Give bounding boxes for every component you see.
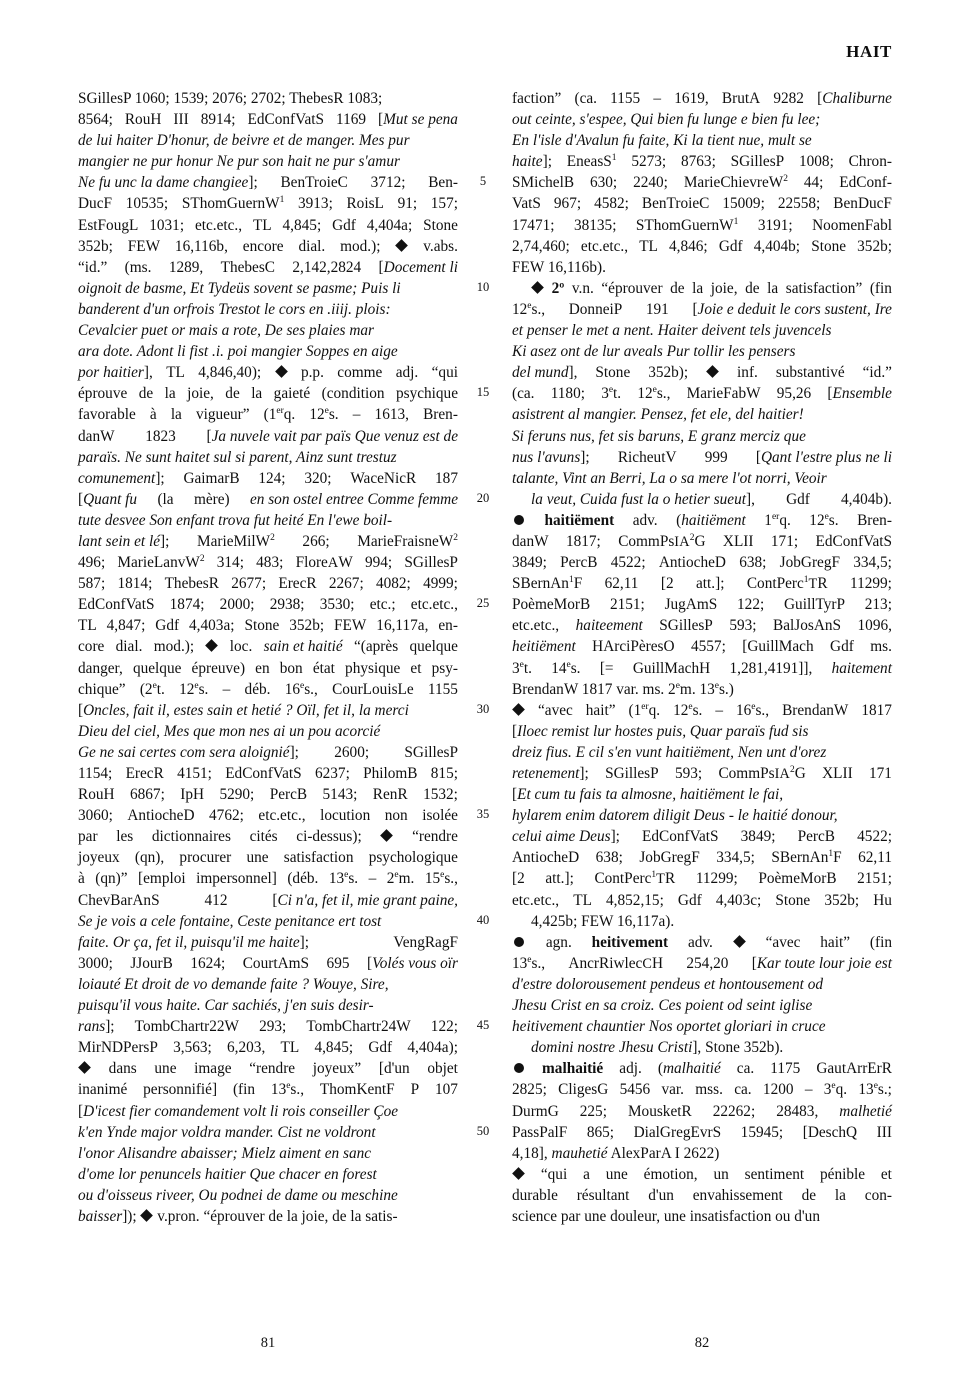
text-line: d'estre dolorousement pendeus et hontousement od bbox=[512, 975, 823, 993]
text-line: FEW 16,116b). bbox=[512, 258, 606, 276]
text-line: 3et. 14es. [= GuillMachH 1,281,4191]], haitement bbox=[512, 659, 892, 677]
text-line: 496; MarieLanvW$^2$ 314; 483; FloreAW 994; SGillesP bbox=[78, 553, 458, 572]
text-line: 352b; FEW 16,116b, encore dial. mod.); v.abs. bbox=[78, 237, 458, 255]
text-line: etc.etc., TL 4,852,15; Gdf 4,403c; Stone 352b; Hu bbox=[512, 891, 892, 909]
text-line: de lui haiter D'honur, de beivre et de manger. Mes pur bbox=[78, 132, 410, 150]
text-line: comunement]; GaimarB 124; 320; WaceNicR 187 bbox=[78, 469, 458, 487]
text-line: danger, quelque épreuve) en bon état physique et psy- bbox=[78, 659, 458, 677]
running-head: HAIT bbox=[846, 42, 892, 61]
text-line: domini nostre Jhesu Cristi], Stone 352b). bbox=[531, 1039, 784, 1057]
text-line: et penser le met a nent. Haiter deivent tels juvencels bbox=[512, 322, 832, 340]
text-line: par les dictionnaires cités ci-dessus); “rendre bbox=[78, 828, 458, 846]
text-line: Ne fu unc la dame changiee]; BenTroieC 3712; Ben- bbox=[78, 174, 458, 192]
text-line: haite]; EneasS$^1$ 5273; 8763; SGillesP 1008; Chron- bbox=[512, 153, 892, 171]
line-number: 5 bbox=[479, 174, 487, 189]
text-line: l'onor Alisandre abaisser; Mielz aiment en sanc bbox=[78, 1144, 372, 1162]
text-line: [Et cum tu fais ta almosne, haitiëment le fai, bbox=[512, 786, 784, 804]
text-line: En l'isle d'Avalun fu faite, Ki la tient nue, mult se bbox=[512, 132, 812, 150]
text-line: talante, Vint an Berri, La o sa mere l'ot norri, Veoir bbox=[512, 469, 827, 487]
text-line: SMichelB 630; 2240; MarieChievreW$^2$ 44; EdConf- bbox=[512, 174, 892, 192]
text-line: haitiëment adv. (haitiëment 1erq. 12es. Bren- bbox=[512, 510, 892, 531]
line-number: 50 bbox=[476, 1123, 490, 1138]
text-line: agn. heitivement adv. “avec hait” (fin bbox=[512, 932, 892, 953]
text-line: BrendanW 1817 var. ms. 2em. 13es.) bbox=[512, 680, 734, 698]
text-line: asistrent al mangier. Pensez, fet ele, del haitier! bbox=[512, 406, 804, 424]
text-line: celui aime Deus]; EdConfVatS 3849; PercB 4522; bbox=[512, 828, 892, 846]
text-line: MirNDPersP 3,563; 6,203, TL 4,845; Gdf 4,404a); bbox=[78, 1039, 458, 1057]
text-line: 2,74,460; etc.etc., TL 4,846; Gdf 4,404b; Stone 352b; bbox=[512, 237, 892, 255]
text-line: Jhesu Crist en sa croiz. Ces poient od seint iglise bbox=[512, 997, 813, 1015]
text-line: EdConfVatS 1874; 2000; 2938; 3530; etc.; etc.etc., bbox=[78, 596, 458, 614]
text-line: dans une image “rendre joyeux” [d'un objet bbox=[78, 1058, 458, 1079]
folio-number-left: 81 bbox=[260, 1335, 276, 1351]
text-line: 2825; CligesG 5456 var. mss. ca. 1200 – 3eq. 13es.; bbox=[512, 1081, 892, 1099]
text-line: 3849; PercB 4522; AntiocheD 638; JobGregF 334,5; bbox=[512, 554, 892, 572]
text-line: durable résultant d'un envahissement de la con- bbox=[512, 1186, 892, 1204]
text-line: malhaitié adj. (malhaitié ca. 1175 GautArrErR bbox=[512, 1058, 892, 1079]
text-line: out ceinte, s'espee, Qui bien fu lunge e bien fu lee; bbox=[512, 111, 821, 129]
text-line: d'ome lor penuncels haitier Que chacer en forest bbox=[78, 1165, 377, 1183]
text-line: Cevalcier puet or mais a rote, De ses plaies mar bbox=[78, 322, 374, 340]
text-line: por haitier], TL 4,846,40); p.p. comme adj. “qui bbox=[78, 364, 458, 382]
text-line: DurmG 225; MousketR 22262; 28483, malhetié bbox=[512, 1102, 892, 1120]
text-line: danW 1817; CommPsIA$^2$G XLII 171; EdConfVatS bbox=[512, 532, 892, 550]
text-line: 8564; RouH III 8914; EdConfVatS 1169 [Mut se pena bbox=[78, 111, 458, 129]
line-number: 35 bbox=[476, 807, 490, 822]
text-line: [D'icest fier comandement volt li rois conseiller Çoe bbox=[78, 1102, 399, 1120]
text-line: ou d'oisseus riveer, Ou podnei de dame ou meschine bbox=[78, 1186, 398, 1204]
text-line: faction” (ca. 1155 – 1619, BrutA 9282 [Chaliburne bbox=[512, 90, 892, 107]
text-line: VatS 967; 4582; BenTroieC 15009; 22558; BenDucF bbox=[512, 195, 892, 213]
text-line: k'en Ynde major voldra mander. Cist ne voldront bbox=[78, 1123, 376, 1141]
text-line: 17471; 38135; SThomGuernW$^1$ 3191; NoomenFabl bbox=[512, 216, 892, 234]
text-line: “qui a une émotion, un sentiment pénible et bbox=[512, 1164, 892, 1185]
text-line: 3000; JJourB 1624; CourtAmS 695 [Volés vous oïr bbox=[78, 954, 458, 972]
text-line: dreiz fius. E cil s'en vunt haitiëment, Nen unt d'orez bbox=[512, 743, 827, 761]
text-line: danW 1823 [Ja nuvele vait par païs Que venuz est de bbox=[78, 427, 458, 445]
line-number: 15 bbox=[476, 385, 490, 400]
text-line: science par une douleur, une insatisfaction ou d'un bbox=[512, 1207, 820, 1225]
text-line: 2º v.n. “éprouver de la joie, de la satisfaction” (fin bbox=[512, 278, 892, 299]
text-line: mangier ne pur honur Ne pur son hait ne pur s'amur bbox=[78, 153, 400, 171]
text-line: rans]; TombChartr22W 293; TombChartr24W 122; bbox=[78, 1018, 458, 1036]
text-line: paraïs. Ne sunt haitet sul si parent, Ainz sunt trestuz bbox=[78, 448, 397, 466]
line-number: 45 bbox=[476, 1018, 490, 1033]
text-line: oignoit de basme, Et Tydeüs sovent se pasme; Puis li bbox=[78, 279, 401, 297]
text-line: hylarem enim datorem diligit Deus - le haitié donour, bbox=[512, 807, 838, 825]
text-line: tute desvee Son enfant trova fut heité En l'ewe boil- bbox=[78, 511, 393, 529]
text-line: heitivement chauntier Nos oportet gloriari in cruce bbox=[512, 1018, 826, 1036]
text-line: 3060; AntiocheD 4762; etc.etc., locution non isolée bbox=[78, 807, 458, 825]
text-line: [Oncles, fait il, estes sain et hetié ? Oïl, fet il, la merci bbox=[78, 701, 409, 719]
text-line: PassPalF 865; DialGregEvrS 15945; [DeschQ III bbox=[512, 1123, 892, 1141]
line-number: 10 bbox=[476, 279, 490, 294]
text-line: 587; 1814; ThebesR 2677; ErecR 2267; 4082; 4999; bbox=[78, 575, 458, 593]
line-number: 30 bbox=[476, 701, 490, 716]
text-line: à (qn)” [emploi impersonnel] (déb. 13es. – 2em. 15es., bbox=[78, 870, 458, 888]
text-line: puisqu'il vous haite. Car sachiés, j'en suis desir- bbox=[78, 997, 374, 1015]
text-line: SBernAn$^1$F 62,11 [2 att.]; ContPerc$^1$TR 11299; bbox=[512, 575, 892, 593]
text-line: Ge ne sai certes com sera aloignié]; 2600; SGillesP bbox=[78, 743, 458, 761]
text-line: [Iloec remist lur hostes puis, Quar paraïs fud sis bbox=[512, 722, 809, 740]
line-number: 20 bbox=[476, 490, 490, 505]
text-line: inanimé personnifié] (fin 13es., ThomKentF P 107 bbox=[78, 1081, 458, 1099]
text-line: Dieu del ciel, Mes que mon nes ai un pou acorcié bbox=[78, 722, 381, 740]
text-line: [Quant fu (la mère) en son ostel entree Comme femme bbox=[78, 490, 458, 508]
text-line: etc.etc., haiteement SGillesP 593; BalJosAnS 1096, bbox=[512, 617, 892, 635]
text-line: Se je vois a cele fontaine, Ceste penitance ert tost bbox=[78, 912, 382, 930]
text-line: joyeux (qn), procurer une satisfaction psychologique bbox=[78, 849, 458, 867]
text-line: ara dote. Adont li fist .i. poi mangier Soppes en aige bbox=[78, 343, 398, 361]
folio-number-right: 82 bbox=[694, 1335, 710, 1351]
text-column-left bbox=[78, 88, 458, 1227]
text-line: éprouve de la joie, de la gaieté (condition psychique bbox=[78, 385, 458, 403]
text-line: 13es., AncrRiwlecCH 254,20 [Kar toute lour joie est bbox=[512, 954, 892, 972]
text-line: baisser]); v.pron. “éprouver de la joie, de la satis- bbox=[78, 1207, 398, 1225]
text-line: favorable à la vigueur” (1erq. 12es. – 1613, Bren- bbox=[78, 406, 458, 424]
text-line: core dial. mod.); loc. sain et haitié “(après quelque bbox=[78, 638, 458, 656]
text-line: AntiocheD 638; JobGregF 334,5; SBernAn$^1$F 62,11 bbox=[512, 849, 892, 867]
text-line: lant sein et lé]; MarieMilW$^2$ 266; MarieFraisneW$^2$ bbox=[78, 532, 458, 550]
text-line: Ki asez ont de lur aveals Pur tollir les pensers bbox=[512, 343, 796, 361]
text-line: Si feruns nus, fet sis baruns, E granz merciz que bbox=[512, 427, 806, 445]
text-line: 12es., DonneiP 191 [Joie e deduit le cors sustent, Ire bbox=[512, 300, 892, 318]
text-line: TL 4,847; Gdf 4,403a; Stone 352b; FEW 16,117a, en- bbox=[78, 617, 458, 635]
text-line: RouH 6867; IpH 5290; PercB 5143; RenR 1532; bbox=[78, 786, 458, 804]
text-line: retenement]; SGillesP 593; CommPsIA$^2$G XLII 171 bbox=[512, 764, 892, 782]
text-line: 1154; ErecR 4151; EdConfVatS 6237; PhilomB 815; bbox=[78, 765, 458, 782]
text-line: SGillesP 1060; 1539; 2076; 2702; ThebesR 1083; bbox=[78, 90, 383, 107]
text-line: chique” (2et. 12es. – déb. 16es., CourLouisLe 1155 bbox=[78, 680, 458, 698]
line-number: 40 bbox=[476, 912, 490, 927]
text-line: ChevBarAnS 412 [Ci n'a, fet il, mie grant paine, bbox=[78, 891, 458, 909]
line-number: 25 bbox=[476, 596, 490, 611]
text-line: EstFougL 1031; etc.etc., TL 4,845; Gdf 4,404a; Stone bbox=[78, 216, 458, 234]
text-line: [2 att.]; ContPerc$^1$TR 11299; PoèmeMorB 2151; bbox=[512, 870, 892, 888]
text-line: DucF 10535; SThomGuernW$^1$ 3913; RoisL 91; 157; bbox=[78, 195, 458, 213]
text-line: loiauté Et droit de vo demande faite ? Wouye, Sire, bbox=[78, 975, 389, 993]
text-line: faite. Or ça, fet il, puisqu'il me haite]; VengRagF bbox=[78, 933, 458, 951]
text-line: 4,18], mauhetié AlexParA I 2622) bbox=[512, 1144, 720, 1162]
text-line: heitiëment HArciPèresO 4557; [GuillMach Gdf ms. bbox=[512, 638, 892, 656]
text-line: “avec hait” (1erq. 12es. – 16es., BrendanW 1817 bbox=[512, 700, 892, 721]
text-column-right bbox=[512, 88, 892, 1227]
text-line: 4,425b; FEW 16,117a). bbox=[531, 912, 675, 930]
text-line: nus l'avuns]; RicheutV 999 [Qant l'estre plus ne li bbox=[512, 448, 892, 466]
text-line: banderent d'un orfrois Trestot le cors en .iiij. plois: bbox=[78, 300, 391, 318]
text-line: PoèmeMorB 2151; JugAmS 122; GuillTyrP 213; bbox=[512, 596, 892, 614]
text-line: “id.” (ms. 1289, ThebesC 2,142,2824 [Docement li bbox=[78, 258, 458, 276]
text-line: la veut, Cuida fust la o hetier sueut], Gdf 4,404b). bbox=[531, 490, 892, 508]
text-line: del mund], Stone 352b); inf. substantivé “id.” bbox=[512, 364, 892, 382]
text-line: (ca. 1180; 3et. 12es., MarieFabW 95,26 [Ensemble bbox=[512, 385, 892, 403]
